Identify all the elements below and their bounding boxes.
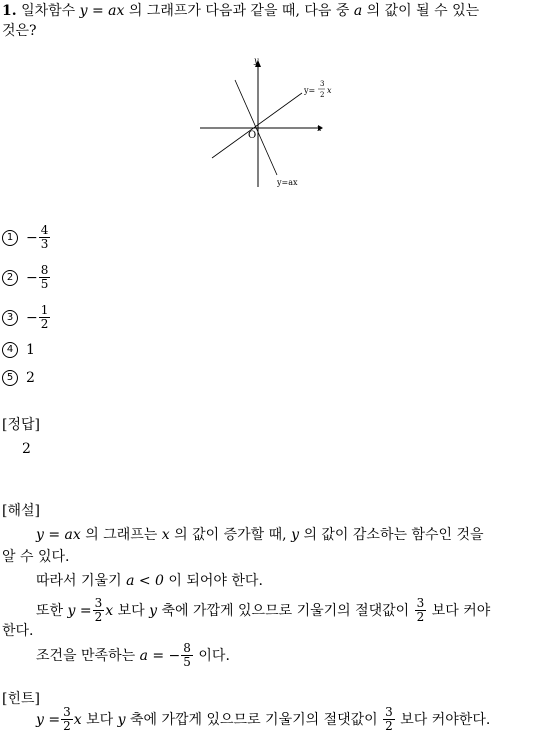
fraction-denominator: 5 — [183, 655, 191, 669]
explanation-line-1 — [36, 526, 484, 544]
explanation-text: 이다. — [198, 647, 230, 664]
explanation-text: 의 그래프는 — [85, 527, 158, 543]
question-text: 일차함수 — [21, 3, 76, 19]
option-sign: − — [26, 309, 38, 326]
explanation-text: 의 값이 감소하는 함수인 것을 — [303, 527, 484, 543]
fraction-numerator: 3 — [63, 705, 71, 719]
function-graph — [190, 55, 340, 195]
explanation-fraction — [93, 597, 105, 624]
hint-fraction — [61, 706, 73, 733]
origin-label: O — [248, 130, 257, 141]
explanation-line-6 — [36, 642, 230, 669]
line-three-halves-x — [212, 93, 302, 158]
hint-text: 축에 가깝게 있으므로 기울기의 절댓값이 — [129, 711, 378, 728]
option-sign: − — [26, 229, 38, 246]
fraction-denominator: 2 — [94, 610, 103, 624]
explanation-text: 의 값이 증가할 때, — [174, 527, 287, 543]
option-3[interactable] — [2, 304, 51, 331]
y-axis-label: y — [254, 56, 259, 65]
question-text: 의 그래프가 다음과 같을 때, 다음 중 — [128, 3, 350, 19]
option-2[interactable] — [2, 264, 51, 291]
hint-label: [힌트] — [2, 691, 40, 707]
line-label-prefix: y= — [304, 86, 316, 95]
explanation-variable: x — [105, 602, 114, 619]
fraction-numerator: 1 — [40, 303, 49, 317]
option-marker: 4 — [2, 342, 18, 358]
question-line-2: 것은? — [2, 23, 37, 39]
explanation-text: 이 되어야 한다. — [168, 573, 263, 589]
explanation-text: 보다 — [117, 602, 145, 619]
fraction-denominator: 2 — [416, 610, 425, 624]
fraction-numerator: 8 — [183, 641, 191, 655]
explanation-text: 축에 가깝게 있으므로 기울기의 절댓값이 — [161, 602, 410, 619]
question-line-1 — [2, 2, 479, 20]
hint-text: 보다 — [86, 711, 114, 728]
option-value: 2 — [26, 370, 35, 386]
option-4[interactable] — [2, 342, 35, 358]
explanation-fraction — [181, 642, 193, 669]
fraction-numerator: 3 — [385, 705, 393, 719]
explanation-formula: a < 0 — [126, 573, 164, 589]
explanation-line-4 — [36, 597, 490, 624]
option-marker: 5 — [2, 370, 18, 386]
explanation-variable: x — [161, 527, 170, 543]
fraction-denominator: 5 — [40, 277, 49, 291]
explanation-line-3 — [36, 572, 263, 590]
fraction-denominator: 2 — [63, 719, 71, 733]
explanation-line-2: 알 수 있다. — [2, 549, 70, 565]
explanation-fraction — [415, 597, 427, 624]
answer-label: [정답] — [2, 417, 40, 433]
explanation-variable: y — [291, 527, 299, 543]
line-ax-label: y=ax — [277, 178, 298, 187]
option-5[interactable] — [2, 370, 35, 386]
hint-variable: y — [117, 711, 126, 728]
explanation-line-5: 한다. — [2, 623, 34, 639]
explanation-formula: a = − — [139, 647, 181, 664]
option-fraction — [39, 264, 51, 291]
fraction-numerator: 8 — [40, 263, 49, 277]
hint-text: 보다 커야한다. — [400, 711, 491, 728]
explanation-text: 또한 — [36, 602, 64, 619]
option-marker: 1 — [2, 230, 18, 246]
fraction-numerator: 3 — [416, 596, 425, 610]
option-value — [26, 264, 51, 291]
option-value — [26, 224, 51, 251]
explanation-text: 따라서 기울기 — [36, 573, 122, 589]
fraction-denominator: 3 — [40, 237, 49, 251]
question-variable: a — [353, 3, 363, 19]
explanation-formula: y = — [67, 602, 92, 619]
option-fraction — [39, 224, 51, 251]
explanation-text: 조건을 만족하는 — [36, 647, 136, 664]
option-value: 1 — [26, 342, 35, 358]
option-sign: − — [26, 269, 38, 286]
x-axis-label: x — [317, 124, 322, 133]
line-label-suffix: x — [327, 86, 332, 95]
question-formula: y = ax — [79, 3, 125, 19]
option-1[interactable] — [2, 224, 51, 251]
hint-line — [36, 706, 490, 733]
fraction-denominator: 2 — [385, 719, 393, 733]
question-text: 의 값이 될 수 있는 — [366, 3, 480, 19]
explanation-formula: y = ax — [36, 527, 81, 543]
hint-variable: x — [73, 711, 82, 728]
line-label-num: 3 — [320, 80, 325, 88]
fraction-numerator: 3 — [94, 596, 103, 610]
explanation-variable: y — [149, 602, 158, 619]
fraction-numerator: 4 — [40, 223, 49, 237]
line-label-den: 2 — [320, 91, 325, 99]
answer-value: 2 — [22, 441, 31, 457]
hint-fraction — [383, 706, 395, 733]
option-marker: 3 — [2, 310, 18, 326]
option-marker: 2 — [2, 270, 18, 286]
option-fraction — [39, 304, 51, 331]
fraction-denominator: 2 — [40, 317, 49, 331]
hint-formula: y = — [36, 711, 61, 728]
explanation-label: [해설] — [2, 503, 40, 519]
option-value — [26, 304, 51, 331]
question-number: 1. — [2, 3, 17, 19]
explanation-text: 보다 커야 — [431, 602, 491, 619]
